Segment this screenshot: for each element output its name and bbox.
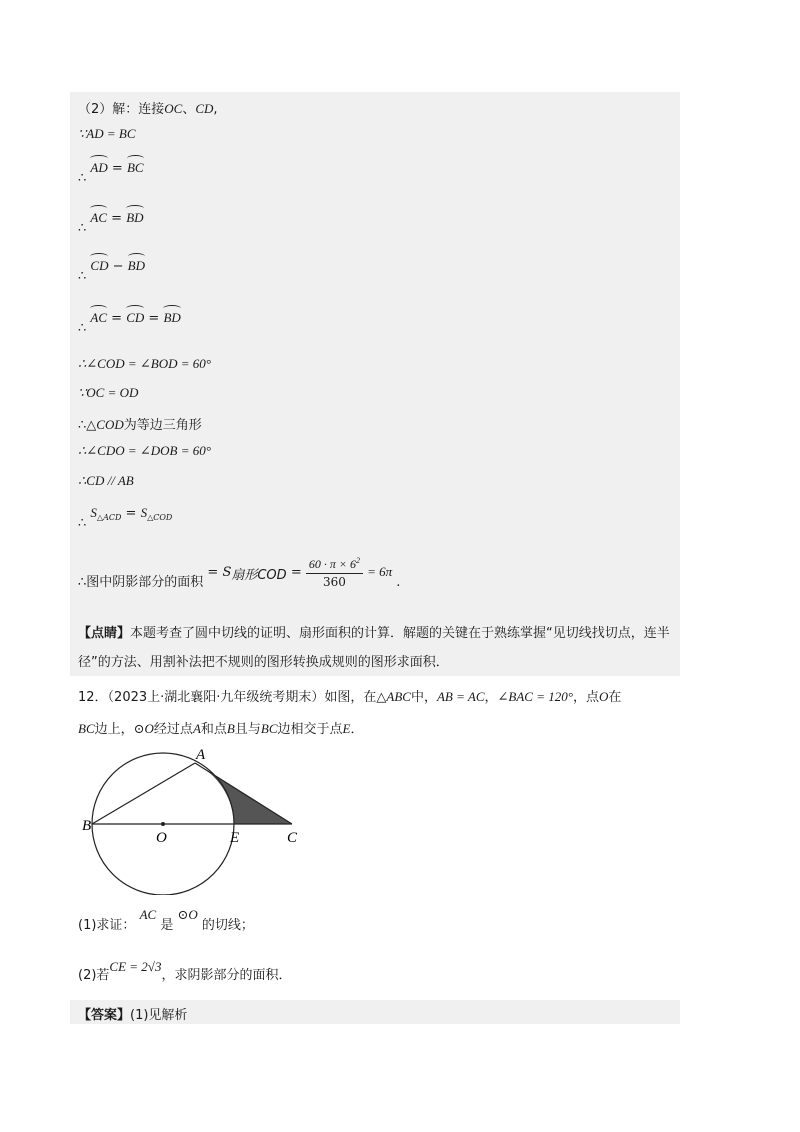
- area-fraction: $\frac{60 \cdot \pi \times 6^2}{360}$: [306, 556, 363, 589]
- label-e: E: [230, 830, 240, 846]
- step-arc-ac-cd-bd: ∴ AC = CD = BD: [78, 310, 181, 336]
- question-2: (2)若CE = 2√3，求阴影部分的面积．: [78, 959, 292, 983]
- step-arc-cd-bd: ∴ CD − BD: [78, 258, 145, 284]
- problem-12-line1: 12．（2023上·湖北襄阳·九年级统考期末）如图，在△ABC中，AB = AC，∠BAC = 120°，点O在: [78, 689, 622, 705]
- comment-paragraph: [78, 619, 678, 677]
- comment-label: 【点睛】: [78, 626, 131, 641]
- step-area-equal: ∴ $S_{\triangle ACD} = S_{\triangle COD}$: [78, 505, 173, 531]
- step-equilateral: ∴△COD为等边三角形: [78, 417, 202, 433]
- segment-ba: [92, 763, 195, 824]
- answer-text: (1)见解析: [130, 1008, 188, 1023]
- step-shaded-area: ∴图中阴影部分的面积 = S扇形COD = $\frac{60 \cdot \pi \times 6^2}{360}$ = 6π .: [78, 556, 401, 590]
- geometry-figure: [80, 745, 320, 895]
- step-ad-eq-bc: ∵AD = BC: [78, 126, 136, 141]
- step-angle-cdo: ∴∠CDO = ∠DOB = 60°: [78, 443, 211, 458]
- label-o: O: [156, 830, 167, 846]
- step-arc-ac-eq-bd: ∴ AC = BD: [78, 210, 144, 236]
- step-angle-cod: ∴∠COD = ∠BOD = 60°: [78, 356, 211, 371]
- question-1: (1)求证： AC 是 ⊙O 的切线；: [78, 907, 254, 933]
- problem-12-line2: BC边上，⊙O经过点A和点B且与BC边相交于点E．: [78, 721, 364, 737]
- step-cd-parallel-ab: ∴CD // AB: [78, 473, 134, 488]
- center-dot: [161, 822, 165, 826]
- step-arc-ad-eq-bc: ∴ AD = BC: [78, 160, 144, 186]
- label-a: A: [196, 747, 206, 763]
- comment-text: 本题考查了圆中切线的证明、扇形面积的计算．解题的关键在于熟练掌握“见切线找切点，连半径”的方法、用割补法把不规则的图形转换成规则的图形求面积．: [78, 626, 670, 670]
- label-c: C: [287, 830, 298, 846]
- answer-line: [78, 1004, 187, 1023]
- label-b: B: [82, 818, 92, 834]
- answer-label: 【答案】: [78, 1008, 131, 1023]
- solution-intro: （2）解：连接OC、CD,: [78, 101, 218, 117]
- step-oc-eq-od: ∵OC = OD: [78, 385, 139, 400]
